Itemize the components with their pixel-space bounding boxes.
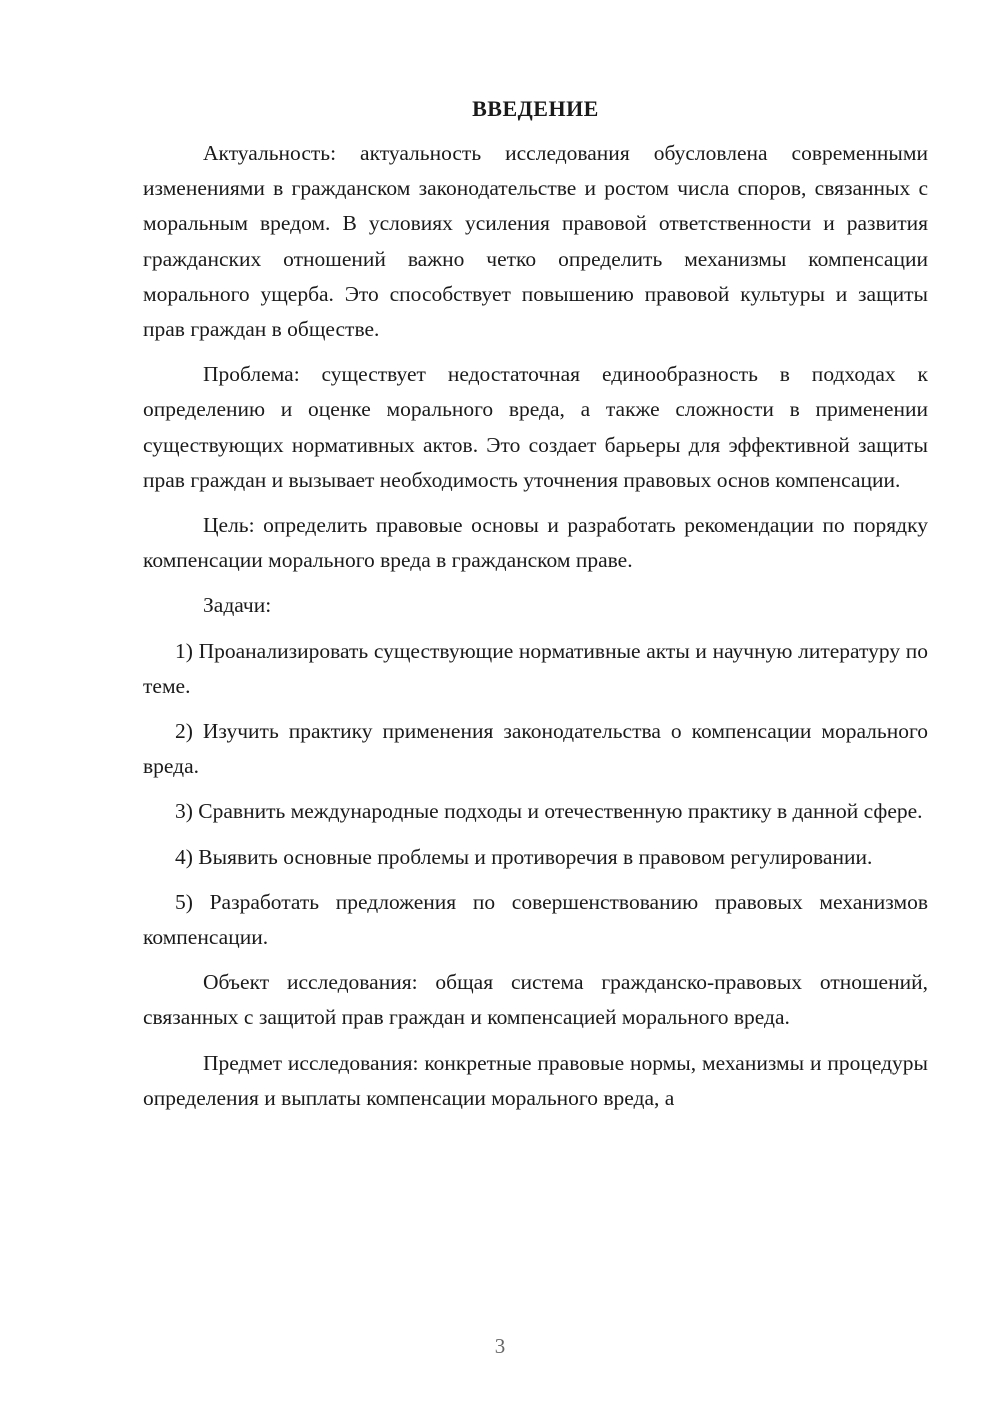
paragraph-problem: Проблема: существует недостаточная единообразность в подходах к определению и оценке морального вреда, а также сложности в применении существующих нормативных актов. Это создает барьеры для эффективной защиты прав граждан и вызывает необходимость уточнения правовых основ компенсации. [143, 362, 928, 492]
task-item-1: 1) Проанализировать существующие нормативные акты и научную литературу по теме. [143, 638, 928, 698]
task-item-3: 3) Сравнить международные подходы и отечественную практику в данной сфере. [175, 799, 923, 824]
task-item-4: 4) Выявить основные проблемы и противоречия в правовом регулировании. [175, 844, 873, 869]
page-number: 3 [494, 1334, 506, 1358]
section-title: ВВЕДЕНИЕ [472, 96, 599, 121]
tasks-heading: Задачи: [203, 593, 272, 618]
task-item-5: 5) Разработать предложения по совершенствованию правовых механизмов компенсации. [143, 889, 928, 950]
paragraph-goal: Цель: определить правовые основы и разработать рекомендации по порядку компенсации морального вреда в гражданском праве. [143, 513, 928, 573]
task-item-2: 2) Изучить практику применения законодательства о компенсации морального вреда. [143, 719, 928, 779]
paragraph-object: Объект исследования: общая система гражданско-правовых отношений, связанных с защитой прав граждан и компенсацией морального вреда. [143, 970, 928, 1030]
paragraph-subject: Предмет исследования: конкретные правовые нормы, механизмы и процедуры определения и выплаты компенсации морального вреда, а [143, 1050, 928, 1110]
page-content [143, 94, 928, 1116]
paragraph-relevance: Актуальность: актуальность исследования обусловлена современными изменениями в гражданском законодательстве и ростом числа споров, связанных с моральным вредом. В условиях усиления правовой ответственности и развития гражданских отношений важно четко определить механизмы компенсации морального ущерба. Это способствует повышению правовой культуры и защиты прав граждан в обществе. [143, 141, 928, 342]
